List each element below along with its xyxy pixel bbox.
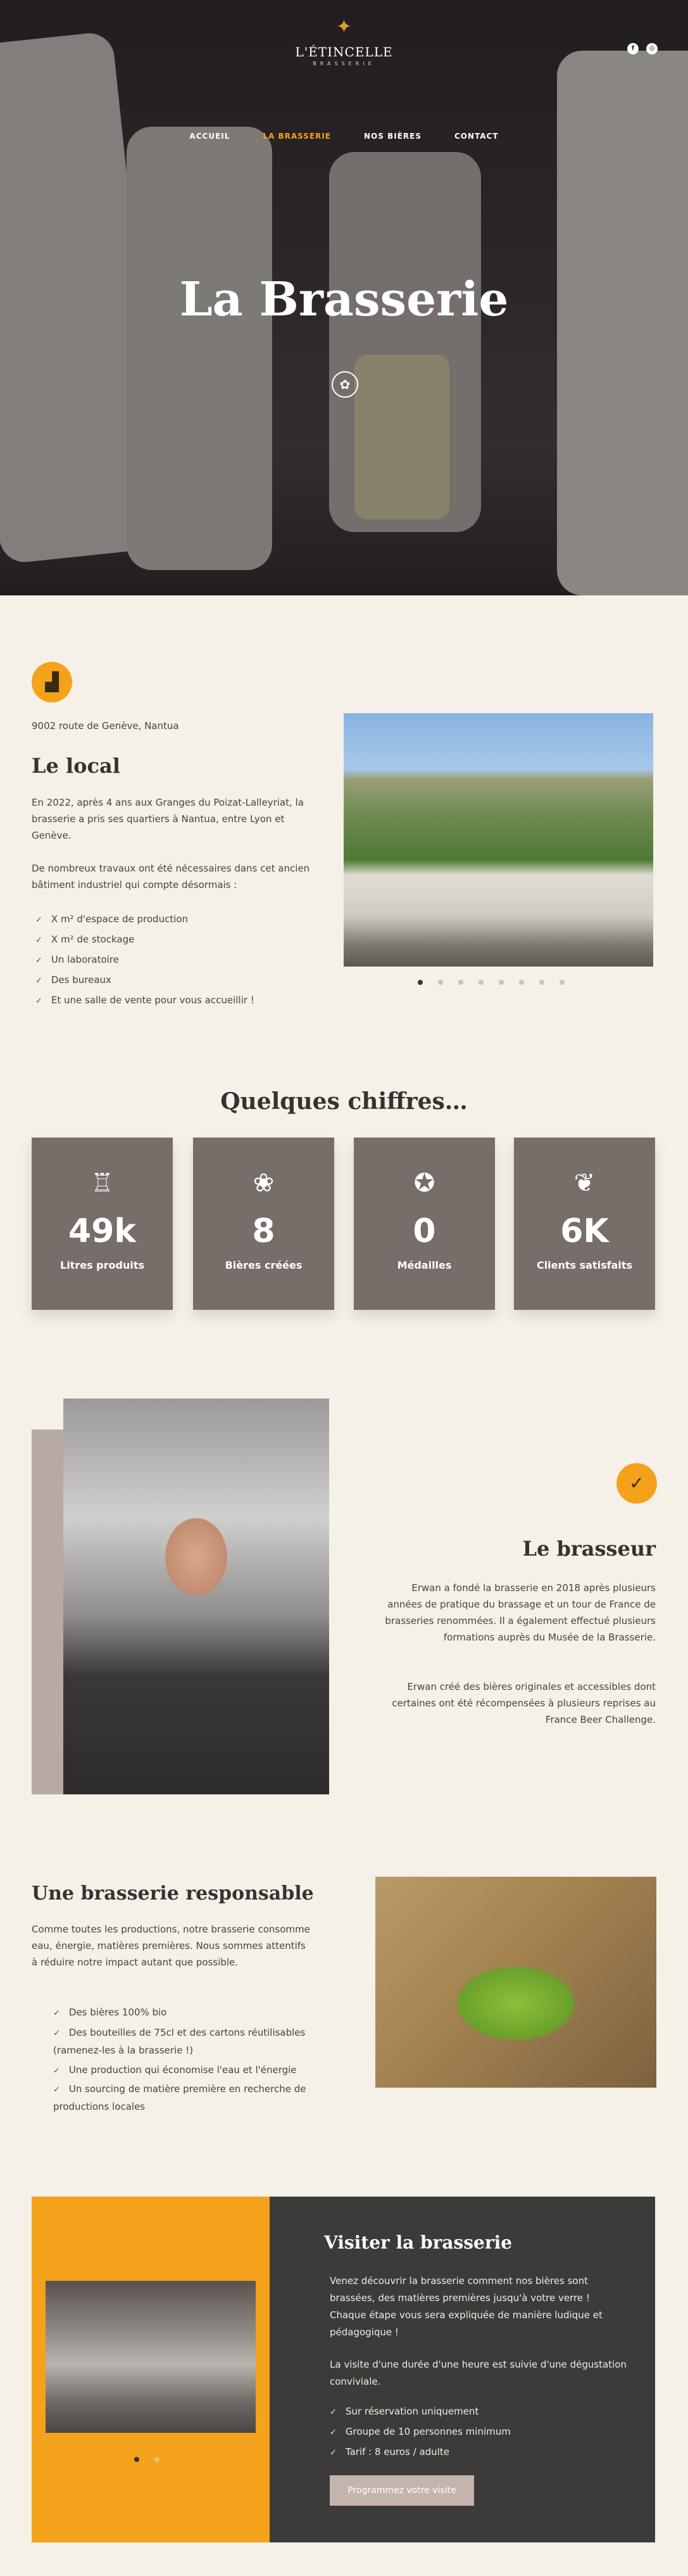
- responsable-paragraph: Comme toutes les productions, notre brasserie consomme eau, énergie, matières premières. Nous sommes attentifs à réduire notre impact autant que possible.: [32, 1924, 310, 1968]
- check-icon: ✓: [330, 2428, 337, 2437]
- brand-name: L'ÉTINCELLE: [295, 44, 393, 60]
- carousel-dot[interactable]: [560, 980, 565, 985]
- carousel-dot[interactable]: [134, 2457, 139, 2462]
- local-photo[interactable]: [344, 713, 653, 967]
- carousel-dot[interactable]: [539, 980, 544, 985]
- page-title: La Brasserie: [179, 272, 509, 327]
- stat-value: 6K: [560, 1212, 609, 1250]
- badge-check-icon: ✓: [616, 1463, 657, 1504]
- stat-label: Médailles: [397, 1259, 452, 1271]
- list-item: ✓ Des bières 100% bio: [53, 2007, 167, 2018]
- check-icon: ✓: [330, 2448, 337, 2458]
- hero-banner: [0, 0, 688, 595]
- bottle-icon: ♖: [91, 1169, 114, 1198]
- check-icon: ✓: [53, 2029, 60, 2038]
- responsable-title: Une brasserie responsable: [32, 1882, 314, 1905]
- brasseur-title: Le brasseur: [522, 1537, 656, 1561]
- list-item: ✓ Tarif : 8 euros / adulte: [330, 2446, 449, 2458]
- check-icon: ✓: [330, 2408, 337, 2417]
- social-links: [627, 43, 658, 54]
- visit-carousel-dots: [134, 2457, 159, 2462]
- check-icon: ✓: [35, 936, 42, 945]
- brasseur-paragraph-2: Erwan créé des bières originales et accessibles dont certaines ont été récompensées à plusieurs reprises au France Beer Challenge.: [392, 1681, 656, 1725]
- hop-icon: ❀: [253, 1169, 275, 1198]
- nav-nos-bieres[interactable]: NOS BIÈRES: [364, 132, 422, 141]
- brand-logo[interactable]: [0, 18, 688, 67]
- stat-card: [193, 1138, 334, 1310]
- list-item: ✓ Sur réservation uniquement: [330, 2406, 479, 2417]
- stat-card: [32, 1138, 173, 1310]
- visit-list: [330, 2402, 511, 2463]
- medal-icon: ✪: [413, 1169, 435, 1198]
- visit-photo[interactable]: [46, 2281, 256, 2433]
- list-item: ✓ Groupe de 10 personnes minimum: [330, 2426, 511, 2437]
- stat-label: Clients satisfaits: [536, 1259, 633, 1271]
- nav-contact[interactable]: CONTACT: [454, 132, 499, 141]
- stats-title: Quelques chiffres…: [220, 1088, 468, 1115]
- list-item: ✓ X m² d'espace de production: [35, 913, 189, 925]
- nav-la-brasserie[interactable]: LA BRASSERIE: [263, 132, 332, 141]
- check-icon: ✓: [53, 2085, 60, 2095]
- book-visit-button[interactable]: Programmez votre visite: [330, 2475, 474, 2506]
- instagram-icon[interactable]: ◎: [646, 43, 658, 54]
- stat-value: 8: [252, 1212, 275, 1250]
- stat-value: 0: [413, 1212, 436, 1250]
- nav-accueil[interactable]: ACCUEIL: [189, 132, 230, 141]
- hop-circle-icon: ✿: [332, 371, 358, 398]
- carousel-dot[interactable]: [458, 980, 463, 985]
- visit-title: Visiter la brasserie: [324, 2232, 513, 2253]
- visit-paragraph-2: La visite d'une durée d'une heure est suivie d'une dégustation conviviale.: [330, 2359, 627, 2387]
- local-title: Le local: [32, 754, 120, 778]
- stat-label: Litres produits: [60, 1259, 144, 1271]
- carousel-dot[interactable]: [519, 980, 524, 985]
- spark-icon: ✦: [335, 16, 353, 38]
- carousel-dot[interactable]: [154, 2457, 159, 2462]
- visit-paragraph-1: Venez découvrir la brasserie comment nos bières sont brassées, des matières premières jusqu'à votre verre ! Chaque étape vous sera expliquée de manière ludique et pédagogique !: [330, 2275, 603, 2338]
- brewer-photo: [63, 1399, 329, 1794]
- hops-photo: [375, 1877, 656, 2088]
- carousel-dot[interactable]: [418, 980, 423, 985]
- visit-panel-right: [270, 2197, 655, 2542]
- carousel-dot[interactable]: [499, 980, 504, 985]
- stat-card: [354, 1138, 495, 1310]
- responsable-list: [53, 2003, 319, 2116]
- hands-icon: ❦: [573, 1169, 596, 1198]
- local-paragraph-1: En 2022, après 4 ans aux Granges du Poizat-Lalleyriat, la brasserie a pris ses quartiers à Nantua, entre Lyon et Genève.: [32, 797, 304, 841]
- check-icon: ✓: [53, 2008, 60, 2018]
- list-item: ✓ Des bureaux: [35, 974, 111, 986]
- list-item: ✓ Un laboratoire: [35, 954, 119, 965]
- check-icon: ✓: [35, 976, 42, 986]
- decor-bar: [32, 1430, 63, 1794]
- carousel-dot[interactable]: [438, 980, 443, 985]
- check-icon: ✓: [35, 996, 42, 1006]
- stat-value: 49k: [68, 1212, 136, 1250]
- local-paragraph-2: De nombreux travaux ont été nécessaires dans cet ancien bâtiment industriel qui compte désormais :: [32, 863, 310, 891]
- check-icon: ✓: [35, 915, 42, 925]
- list-item: ✓ Et une salle de vente pour vous accueillir !: [35, 994, 254, 1006]
- factory-icon: ▟: [32, 662, 72, 702]
- local-list: [35, 910, 254, 1011]
- check-icon: ✓: [53, 2066, 60, 2076]
- list-item: ✓ X m² de stockage: [35, 934, 135, 945]
- stat-label: Bières créées: [225, 1259, 303, 1271]
- carousel-dots: [418, 980, 565, 985]
- brasseur-paragraph-1: Erwan a fondé la brasserie en 2018 après plusieurs années de pratique du brassage et un tour de France de brasseries renommées. Il a également effectué plusieurs formations auprès du Musée de la Brasserie.: [385, 1582, 656, 1643]
- check-icon: ✓: [35, 956, 42, 965]
- facebook-icon[interactable]: f: [627, 43, 639, 54]
- address: 9002 route de Genève, Nantua: [32, 720, 179, 732]
- list-item: ✓ Un sourcing de matière première en recherche de productions locales: [53, 2083, 306, 2112]
- list-item: ✓ Une production qui économise l'eau et l'énergie: [53, 2064, 297, 2076]
- stat-card: [514, 1138, 655, 1310]
- carousel-dot[interactable]: [478, 980, 484, 985]
- brand-tagline: BRASSERIE: [313, 61, 375, 67]
- list-item: ✓ Des bouteilles de 75cl et des cartons réutilisables (ramenez-les à la brasserie !): [53, 2027, 306, 2056]
- main-nav: [0, 132, 688, 141]
